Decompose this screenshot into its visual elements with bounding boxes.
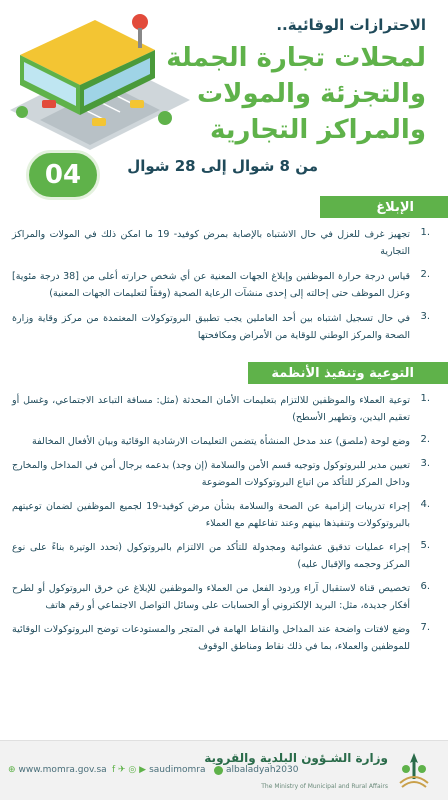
- vision-icon: [214, 766, 223, 775]
- item-number: 1.: [420, 227, 430, 238]
- item-text: تعيين مدير للبروتوكول وتوجيه قسم الأمن والسلامة (إن وجد) بدعمه برجال أمن في المداخل والمخارج وداخل المركز للتأكد من اتباع البروتوكولات الموضوعة: [12, 460, 410, 488]
- albaladyah-handle[interactable]: [214, 765, 298, 775]
- awareness-list: [12, 392, 430, 662]
- list-item: [12, 621, 430, 655]
- section-heading-reporting: الإبلاغ: [320, 196, 448, 218]
- item-text: وضع لوحة (ملصق) عند مدخل المنشأة يتضمن التعليمات الارشادية الوقائية وبيان الأفعال المخالفة: [32, 436, 410, 447]
- website-text: www.momra.gov.sa: [18, 765, 107, 775]
- list-item: [12, 498, 430, 532]
- ministry-emblem-icon: [394, 749, 434, 793]
- item-number: 6.: [420, 581, 430, 592]
- social-handle[interactable]: [112, 765, 205, 775]
- item-text: في حال تسجيل اشتباه بين أحد العاملين يجب تطبيق البروتوكولات المعتمدة من مركز وقاية وزارة الصحة والمركز الوطني للوقاية من الأمراض ومكافحتها: [12, 313, 410, 341]
- list-item: [12, 392, 430, 426]
- list-item: [12, 226, 430, 260]
- website-link[interactable]: [8, 765, 107, 775]
- title-line-2: والتجزئة والمولات: [197, 79, 426, 109]
- date-range: من 8 شوال إلى 28 شوال: [127, 157, 318, 175]
- item-text: تجهيز غرف للعزل في حال الاشتباه بالإصابة بمرض كوفيد- 19 ما امكن ذلك في المولات والمراكز التجارية: [12, 229, 411, 257]
- footer: [0, 740, 448, 800]
- item-text: وضع لافتات واضحة عند المداخل والنقاط الهامة في المتجر والمستودعات توضح البروتوكولات الوقائية للموظفين والعملاء، بما في ذلك نقاط ومناطق الوقوف: [12, 624, 410, 652]
- list-item: [12, 457, 430, 491]
- shopping-mall-illustration: [0, 0, 195, 160]
- title-line-1: لمحلات تجارة الجملة: [166, 43, 426, 73]
- item-number: 7.: [420, 622, 430, 633]
- ministry-name: وزارة الشـؤون البلدية والقروية: [204, 751, 388, 765]
- section-heading-awareness: التوعية وتنفيذ الأنظمة: [248, 362, 448, 384]
- item-number: 3.: [420, 311, 430, 322]
- item-number: 5.: [420, 540, 430, 551]
- item-text: توعية العملاء والموظفين للالتزام بتعليمات الأمان المحدثة (مثل: مسافة التباعد الاجتماعي، وغسل أو تعقيم اليدين، وتطهير الأسطح): [12, 395, 410, 423]
- list-item: [12, 433, 430, 450]
- item-text: تخصيص قناة لاستقبال آراء وردود الفعل من العملاء والموظفين للإبلاغ عن خرق البروتوكول أو لطرح أفكار جديدة، مثل: البريد الإلكتروني أو الحسابات على وسائل التواصل الاجتماعي أو رقم هاتف: [12, 583, 410, 611]
- item-text: قياس درجة حرارة الموظفين وإبلاغ الجهات المعنية عن أي شخص حرارته أعلى من [38 درجة مئوية] وعزل الموظف حتى إحالته إلى إحدى منشآت الرعاية الصحية (وفقاً لتعليمات الجهات المعنية): [12, 271, 410, 299]
- item-number: 2.: [420, 434, 430, 445]
- list-item: [12, 268, 430, 302]
- item-text: إجراء عمليات تدقيق عشوائية ومجدولة للتأكد من الالتزام بالبروتوكول (تحدد الوتيرة بناءً على نوع المركز وحجمه والإقبال عليه): [12, 542, 410, 570]
- globe-icon: ⊕: [8, 765, 16, 775]
- item-number: 1.: [420, 393, 430, 404]
- item-number: 4.: [420, 499, 430, 510]
- ministry-subtitle: The Ministry of Municipal and Rural Affairs: [261, 783, 388, 790]
- reporting-list: [12, 226, 430, 352]
- item-number: 2.: [420, 269, 430, 280]
- list-item: [12, 310, 430, 344]
- list-item: [12, 580, 430, 614]
- item-number: 3.: [420, 458, 430, 469]
- page-number-badge: 04: [26, 150, 100, 200]
- social-text: saudimomra: [149, 765, 206, 775]
- title-line-3: والمراكز التجارية: [210, 115, 426, 145]
- social-icons: f ✈ ◎ ▶: [112, 765, 147, 775]
- albaladyah-text: albaladyah2030: [226, 765, 299, 775]
- item-text: إجراء تدريبات إلزامية عن الصحة والسلامة بشأن مرض كوفيد-19 لجميع الموظفين لضمان توعيتهم بالبروتوكولات وتنفيذها بينهم وعند تفاعلهم مع العملاء: [12, 501, 410, 529]
- header: [0, 0, 448, 200]
- header-kicker: الاحترازات الوقائية..: [276, 16, 426, 34]
- list-item: [12, 539, 430, 573]
